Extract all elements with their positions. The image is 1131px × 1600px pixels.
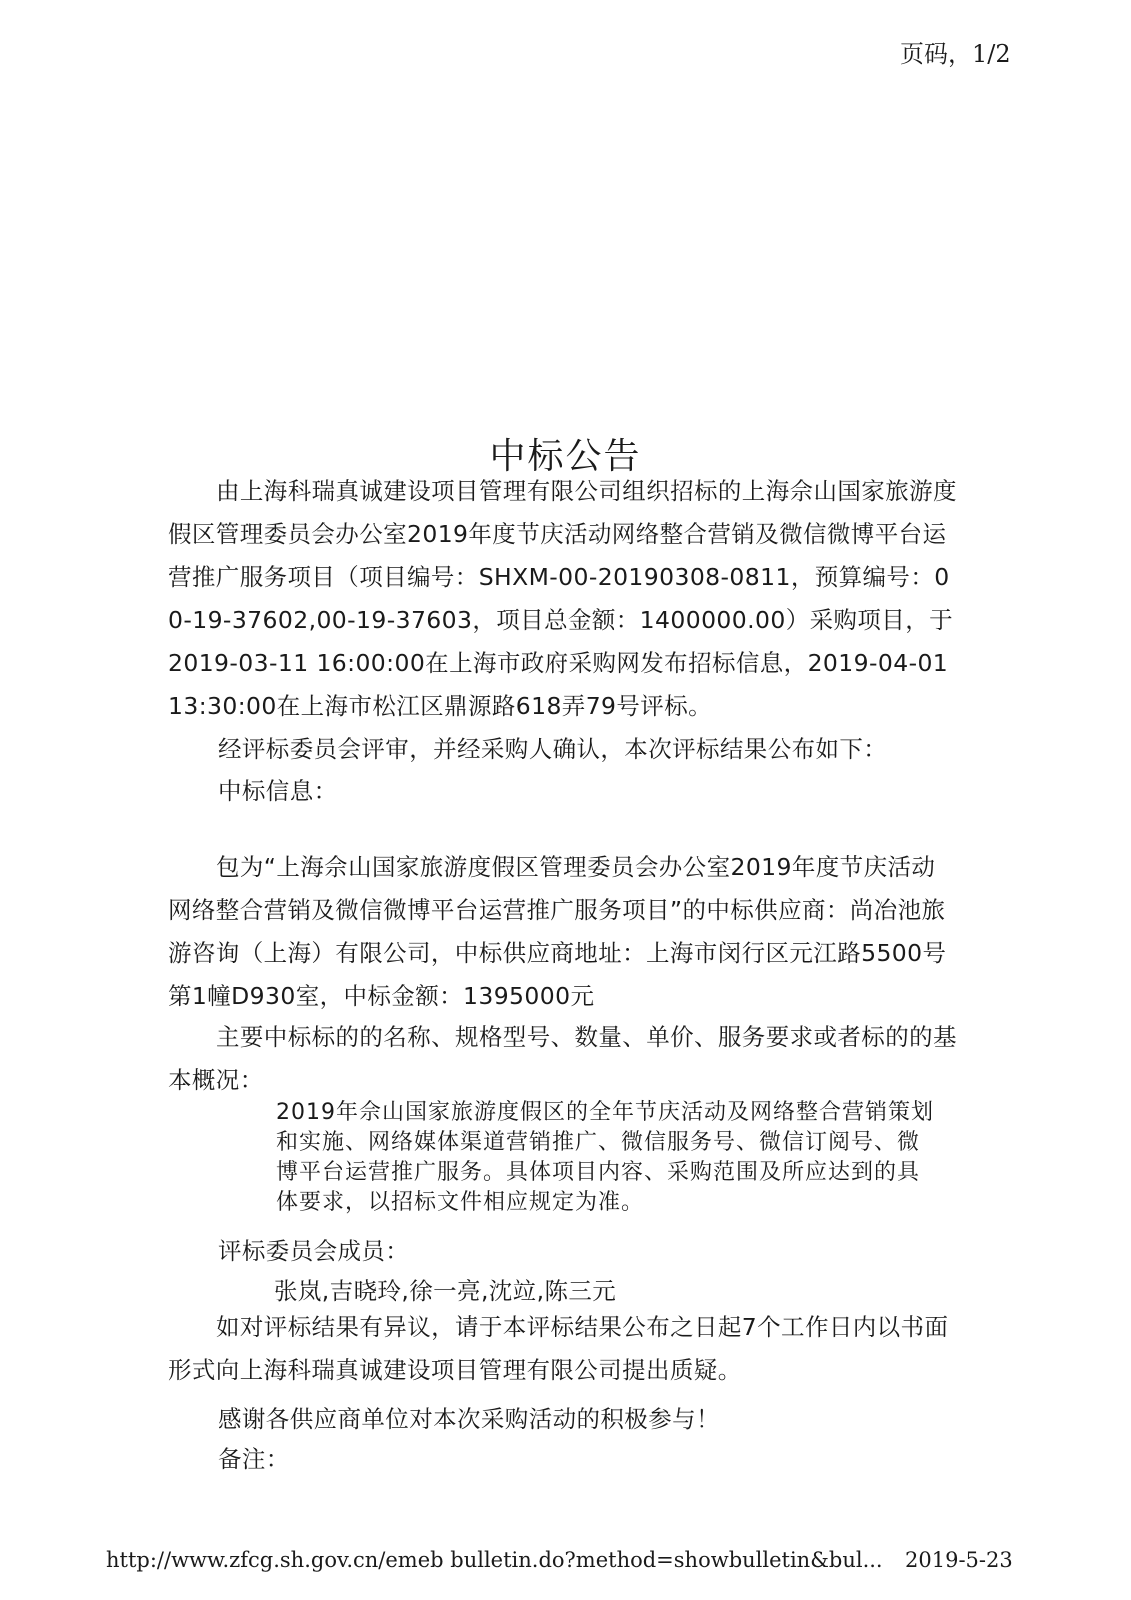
announcement-title: 中标公告: [489, 436, 642, 477]
main-subject-paragraph: 主要中标标的的名称、规格型号、数量、单价、服务要求或者标的的基本概况：: [168, 1023, 957, 1094]
win-info-label: 中标信息：: [218, 777, 338, 805]
committee-members: 张岚,吉晓玲,徐一亮,沈竝,陈三元: [274, 1277, 617, 1305]
thanks-statement: 感谢各供应商单位对本次采购活动的积极参与！: [218, 1405, 720, 1433]
page-number: 页码，1/2: [900, 40, 1011, 68]
footer-date: 2019-5-23: [905, 1548, 1013, 1572]
remarks-label: 备注：: [218, 1445, 290, 1473]
intro-paragraph: 由上海科瑞真诚建设项目管理有限公司组织招标的上海佘山国家旅游度假区管理委员会办公室2019年度节庆活动网络整合营销及微信微博平台运营推广服务项目（项目编号：SHXM-00-20190308-0811，预算编号：00-19-37602,00-19-37603，项目总金额：1400000.00）采购项目，于2019-03-11 16:00:00在上海市政府采购网发布招标信息，2019-04-01 13:30:00在上海市松江区鼎源路618弄79号评标。: [168, 477, 957, 720]
package-paragraph: 包为“上海佘山国家旅游度假区管理委员会办公室2019年度节庆活动网络整合营销及微信微博平台运营推广服务项目”的中标供应商：尚冶池旅游咨询（上海）有限公司，中标供应商地址：上海市闵行区元江路5500号第1幢D930室，中标金额：1395000元: [168, 853, 947, 1010]
committee-label: 评标委员会成员：: [218, 1237, 410, 1265]
review-statement: 经评标委员会评审，并经采购人确认，本次评标结果公布如下：: [218, 735, 888, 763]
subject-description: 2019年佘山国家旅游度假区的全年节庆活动及网络整合营销策划和实施、网络媒体渠道营销推广、微信服务号、微信订阅号、微博平台运营推广服务。具体项目内容、采购范围及所应达到的具体要求，以招标文件相应规定为准。: [276, 1100, 934, 1215]
footer-url: http://www.zfcg.sh.gov.cn/emeb bulletin.do?method=showbulletin&bul...: [106, 1548, 883, 1572]
objection-paragraph: 如对评标结果有异议，请于本评标结果公布之日起7个工作日内以书面形式向上海科瑞真诚建设项目管理有限公司提出质疑。: [168, 1313, 949, 1384]
